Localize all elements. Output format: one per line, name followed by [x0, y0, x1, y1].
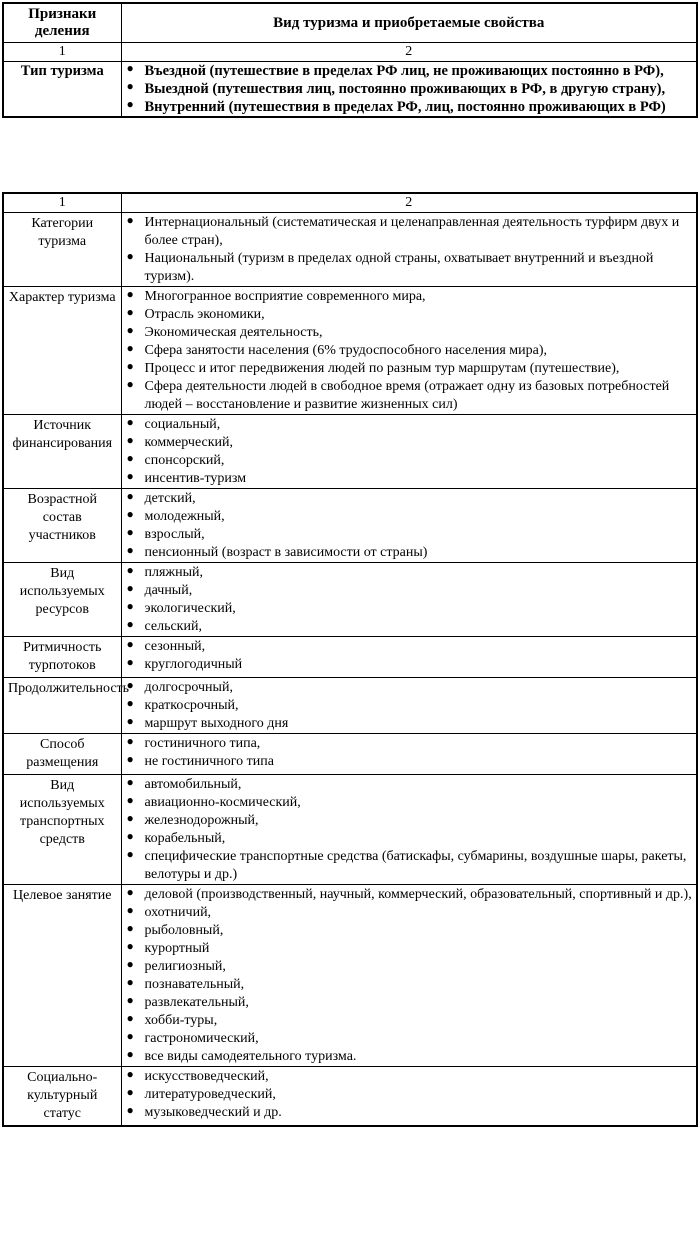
list-item: ● Въездной (путешествие в пределах РФ лиц, не проживающих постоянно в РФ),	[126, 61, 664, 79]
bullet-icon: ●	[126, 939, 134, 953]
row-label: Ритмичность турпотоков	[3, 637, 121, 678]
list-item: ● рыболовный,	[126, 921, 224, 938]
bullet-icon: ●	[126, 1103, 134, 1117]
bullet-icon: ●	[126, 714, 134, 728]
row-items	[121, 775, 697, 885]
table-row	[3, 885, 697, 1067]
bullet-icon: ●	[126, 1011, 134, 1025]
row-label: Целевое занятие	[3, 885, 121, 1067]
bullet-icon: ●	[126, 415, 134, 429]
table-gap	[0, 186, 700, 190]
column-number-row	[3, 43, 697, 62]
table-row	[3, 637, 697, 678]
row-label: Продолжительность	[3, 678, 121, 734]
bullet-icon: ●	[126, 617, 134, 631]
row-items	[121, 213, 697, 287]
bullet-icon: ●	[126, 993, 134, 1007]
bullet-icon: ●	[126, 696, 134, 710]
bullet-icon: ●	[126, 975, 134, 989]
row-label: Тип туризма	[3, 62, 121, 118]
row-label: Характер туризма	[3, 287, 121, 415]
list-item: ● спонсорский,	[126, 451, 225, 468]
bullet-icon: ●	[126, 637, 134, 651]
list-item: ● сезонный,	[126, 637, 206, 654]
bullet-icon: ●	[126, 775, 134, 789]
bullet-icon: ●	[126, 341, 134, 355]
bullet-icon: ●	[126, 903, 134, 917]
row-label: Источник финансирования	[3, 415, 121, 489]
row-label: Социально-культурный статус	[3, 1067, 121, 1127]
list-item: ● хобби-туры,	[126, 1011, 218, 1028]
list-item: ● круглогодичный	[126, 655, 243, 672]
bullet-icon: ●	[126, 885, 134, 899]
list-item: ● Выездной (путешествия лиц, постоянно проживающих в РФ, в другую страну),	[126, 79, 666, 97]
bullet-icon: ●	[126, 581, 134, 595]
bullet-icon: ●	[126, 213, 134, 227]
row-items	[121, 62, 697, 118]
column-number-2: 2	[121, 193, 697, 213]
list-item: ● литературоведческий,	[126, 1085, 276, 1102]
list-item: ● железнодорожный,	[126, 811, 259, 828]
bullet-icon: ●	[126, 811, 134, 825]
table-row	[3, 563, 697, 637]
list-item: ● молодежный,	[126, 507, 225, 524]
list-item: ● сельский,	[126, 617, 202, 634]
column-number-2: 2	[121, 43, 697, 62]
bullet-icon: ●	[126, 61, 134, 75]
list-item: ● специфические транспортные средства (батискафы, субмарины, воздушные шары, ракеты, велотуры и др.)	[126, 847, 687, 882]
list-item: ● деловой (производственный, научный, коммерческий, образовательный, спортивный и др.),	[126, 885, 692, 902]
list-item: ● искусствоведческий,	[126, 1067, 269, 1084]
bullet-icon: ●	[126, 433, 134, 447]
list-item: ● корабельный,	[126, 829, 226, 846]
list-item: ● музыковедческий и др.	[126, 1103, 282, 1120]
bullet-icon: ●	[126, 377, 134, 391]
list-item: ● детский,	[126, 489, 196, 506]
table-row	[3, 734, 697, 775]
bullet-icon: ●	[126, 359, 134, 373]
bullet-icon: ●	[126, 599, 134, 613]
list-item: ● автомобильный,	[126, 775, 242, 792]
row-items	[121, 678, 697, 734]
table-row	[3, 62, 697, 118]
table-row	[3, 775, 697, 885]
header-division-criteria: Признаки деления	[3, 3, 121, 43]
column-number-1: 1	[3, 193, 121, 213]
bullet-icon: ●	[126, 97, 134, 111]
list-item: ● все виды самодеятельного туризма.	[126, 1047, 357, 1064]
bullet-icon: ●	[126, 734, 134, 748]
bullet-icon: ●	[126, 249, 134, 263]
classification-rows	[3, 213, 697, 1127]
table-tourism-classification	[2, 192, 698, 1127]
row-items	[121, 885, 697, 1067]
table-tourism-type	[2, 2, 698, 118]
list-item: ● гостиничного типа,	[126, 734, 261, 751]
list-item: ● Экономическая деятельность,	[126, 323, 323, 340]
table-row	[3, 489, 697, 563]
list-item: ● коммерческий,	[126, 433, 234, 450]
list-item: ● курортный	[126, 939, 210, 956]
row-label: Категории туризма	[3, 213, 121, 287]
column-number-row	[3, 193, 697, 213]
table-row	[3, 678, 697, 734]
bullet-icon: ●	[126, 323, 134, 337]
list-item: ● пляжный,	[126, 563, 203, 580]
row-items	[121, 1067, 697, 1127]
bullet-icon: ●	[126, 829, 134, 843]
list-item: ● дачный,	[126, 581, 193, 598]
row-items	[121, 415, 697, 489]
row-items	[121, 637, 697, 678]
list-item: ● Сфера занятости населения (6% трудоспособного населения мира),	[126, 341, 547, 358]
row-label: Возрастной состав участников	[3, 489, 121, 563]
bullet-icon: ●	[126, 678, 134, 692]
list-item: ● долгосрочный,	[126, 678, 233, 695]
table-header-row	[3, 3, 697, 43]
list-item: ● познавательный,	[126, 975, 245, 992]
row-items	[121, 287, 697, 415]
list-item: ● религиозный,	[126, 957, 226, 974]
bullet-icon: ●	[126, 957, 134, 971]
row-items	[121, 734, 697, 775]
bullet-icon: ●	[126, 305, 134, 319]
bullet-icon: ●	[126, 563, 134, 577]
list-item: ● краткосрочный,	[126, 696, 239, 713]
bullet-icon: ●	[126, 921, 134, 935]
bullet-icon: ●	[126, 79, 134, 93]
row-label: Вид используемых ресурсов	[3, 563, 121, 637]
list-item: ● развлекательный,	[126, 993, 249, 1010]
bullet-icon: ●	[126, 847, 134, 861]
bullet-icon: ●	[126, 451, 134, 465]
list-item: ● Процесс и итог передвижения людей по разным тур маршрутам (путешествие),	[126, 359, 620, 376]
bullet-icon: ●	[126, 507, 134, 521]
list-item: ● маршрут выходного дня	[126, 714, 289, 731]
list-item: ● Отрасль экономики,	[126, 305, 265, 322]
list-item: ● взрослый,	[126, 525, 205, 542]
list-item: ● не гостиничного типа	[126, 752, 274, 769]
table-row	[3, 213, 697, 287]
bullet-icon: ●	[126, 489, 134, 503]
header-tourism-kind: Вид туризма и приобретаемые свойства	[121, 3, 697, 43]
row-items	[121, 563, 697, 637]
bullet-icon: ●	[126, 752, 134, 766]
row-label: Способ размещения	[3, 734, 121, 775]
bullet-icon: ●	[126, 525, 134, 539]
bullet-icon: ●	[126, 543, 134, 557]
list-item: ● авиационно-космический,	[126, 793, 301, 810]
list-item: ● Сфера деятельности людей в свободное время (отражает одну из базовых потребностей людей – восстановление и развитие жизненных сил)	[126, 377, 670, 412]
list-item: ● экологический,	[126, 599, 236, 616]
bullet-icon: ●	[126, 469, 134, 483]
bullet-icon: ●	[126, 655, 134, 669]
bullet-icon: ●	[126, 1085, 134, 1099]
bullet-icon: ●	[126, 793, 134, 807]
bullet-icon: ●	[126, 1029, 134, 1043]
table-row	[3, 415, 697, 489]
list-item: ● охотничий,	[126, 903, 212, 920]
table-row	[3, 1067, 697, 1127]
column-number-1: 1	[3, 43, 121, 62]
bullet-icon: ●	[126, 1047, 134, 1061]
list-item: ● Национальный (туризм в пределах одной страны, охватывает внутренний и въездной туризм).	[126, 249, 654, 284]
table-row	[3, 287, 697, 415]
list-item: ● инсентив-туризм	[126, 469, 247, 486]
list-item: ● Внутренний (путешествия в пределах РФ, лиц, постоянно проживающих в РФ)	[126, 97, 666, 115]
list-item: ● пенсионный (возраст в зависимости от страны)	[126, 543, 428, 560]
bullet-icon: ●	[126, 287, 134, 301]
list-item: ● Интернациональный (систематическая и целенаправленная деятельность турфирм двух и более стран),	[126, 213, 680, 248]
list-item: ● Многогранное восприятие современного мира,	[126, 287, 426, 304]
list-item: ● гастрономический,	[126, 1029, 259, 1046]
list-item: ● социальный,	[126, 415, 221, 432]
bullet-icon: ●	[126, 1067, 134, 1081]
row-items	[121, 489, 697, 563]
row-label: Вид используемых транспортных средств	[3, 775, 121, 885]
